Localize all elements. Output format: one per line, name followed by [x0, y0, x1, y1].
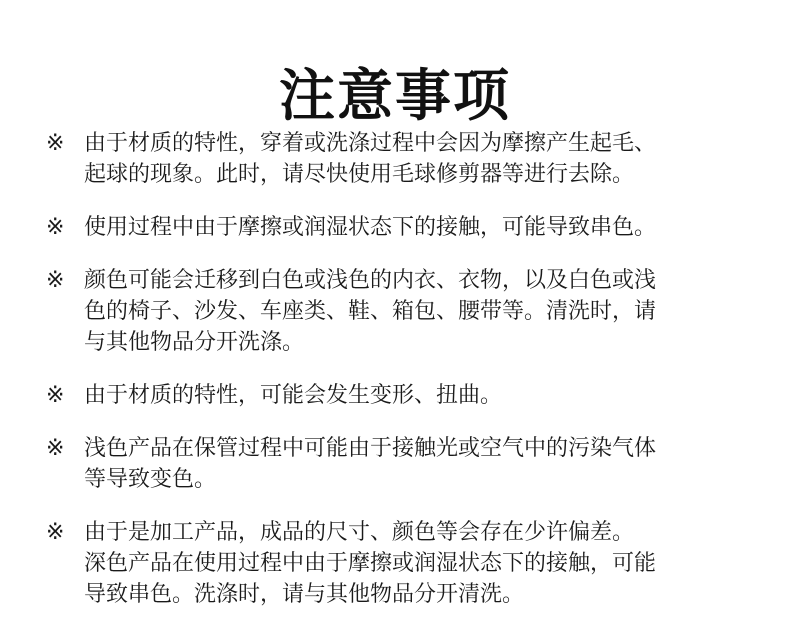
note-item: [46, 433, 746, 495]
note-line: 等导致变色。: [84, 467, 217, 492]
note-line: 由于材质的特性，可能会发生变形、扭曲。: [84, 383, 503, 408]
reference-mark-icon: ※: [46, 520, 65, 545]
note-line: 深色产品在使用过程中由于摩擦或润湿状态下的接触，可能: [84, 551, 657, 576]
note-line: 与其他物品分开洗涤。: [84, 330, 305, 355]
note-line: 由于是加工产品，成品的尺寸、颜色等会存在少许偏差。: [84, 520, 635, 545]
note-item: [46, 212, 746, 243]
reference-mark-icon: ※: [46, 131, 65, 156]
note-line: 颜色可能会迁移到白色或浅色的内衣、衣物，以及白色或浅: [84, 268, 657, 293]
note-line: 起球的现象。此时，请尽快使用毛球修剪器等进行去除。: [84, 162, 635, 187]
note-item: [46, 380, 746, 411]
page-title: 注意事项: [279, 63, 511, 129]
reference-mark-icon: ※: [46, 215, 65, 240]
note-line: 使用过程中由于摩擦或润湿状态下的接触，可能导致串色。: [84, 215, 657, 240]
note-line: 导致串色。洗涤时，请与其他物品分开清洗。: [84, 582, 525, 607]
reference-mark-icon: ※: [46, 436, 65, 461]
note-item: [46, 265, 746, 358]
note-item: [46, 128, 746, 190]
notes-list: [46, 128, 746, 610]
note-item: [46, 517, 746, 610]
note-line: 由于材质的特性，穿着或洗涤过程中会因为摩擦产生起毛、: [84, 131, 657, 156]
reference-mark-icon: ※: [46, 268, 65, 293]
note-line: 浅色产品在保管过程中可能由于接触光或空气中的污染气体: [84, 436, 657, 461]
reference-mark-icon: ※: [46, 383, 65, 408]
note-line: 色的椅子、沙发、车座类、鞋、箱包、腰带等。清洗时，请: [84, 299, 657, 324]
